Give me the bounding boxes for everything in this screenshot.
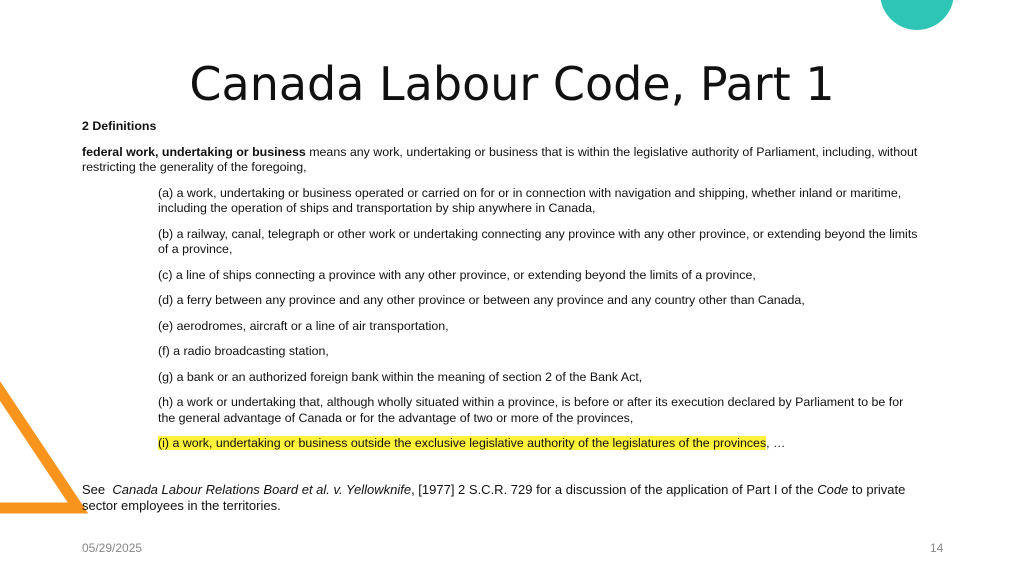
see-middle: , [1977] 2 S.C.R. 729 for a discussion of the application of Part I of the [411,482,818,497]
list-item-c: (c) a line of ships connecting a province with any other province, or extending beyond the limits of a province, [158,267,756,282]
list-item-a: (a) a work, undertaking or business operated or carried on for or in connection with navigation and shipping, whether inland or maritime, including the operation of ships and transportation by ship anywhere in Canada, [158,185,902,215]
list-item-e: (e) aerodromes, aircraft or a line of air transportation, [158,318,449,333]
code-word: Code [817,482,849,497]
definition-items [158,186,922,452]
highlighted-item: (i) a work, undertaking or business outside the exclusive legislative authority of the legislatures of the provinces [158,436,767,450]
case-name: Canada Labour Relations Board et al. v. Yellowknife [112,482,412,497]
list-item-g: (g) a bank or an authorized foreign bank within the meaning of section 2 of the Bank Act, [158,369,643,384]
section-heading: 2 Definitions [82,119,157,133]
list-item-f: (f) a radio broadcasting station, [158,344,329,358]
definition-paragraph [82,145,922,176]
decorative-teal-circle [880,0,954,30]
slide-body [82,119,922,464]
highlighted-item-suffix: , … [766,436,786,450]
decorative-orange-triangle [0,368,90,518]
see-suffix: to private sector employees in the territories. [82,482,906,513]
see-prefix: See [82,482,113,497]
page-number: 14 [930,541,944,555]
list-item-h: (h) a work or undertaking that, although wholly situated within a province, is before or after its execution declared by Parliament to be for the general advantage of Canada or for the advantage of two or more of the provinces, [158,395,904,425]
see-note [82,482,922,514]
list-item-i [158,436,922,452]
list-item-b: (b) a railway, canal, telegraph or other work or undertaking connecting any province with any other province, or extending beyond the limits of a province, [158,226,918,256]
definition-term: federal work, undertaking or business [82,144,306,159]
list-item-d: (d) a ferry between any province and any other province or between any province and any country other than Canada, [158,293,805,307]
slide-title: Canada Labour Code, Part 1 [189,57,835,111]
footer-date: 05/29/2025 [82,541,143,555]
definition-text: means any work, undertaking or business that is within the legislative authority of Parliament, including, without restricting the generality of the foregoing, [82,144,918,174]
